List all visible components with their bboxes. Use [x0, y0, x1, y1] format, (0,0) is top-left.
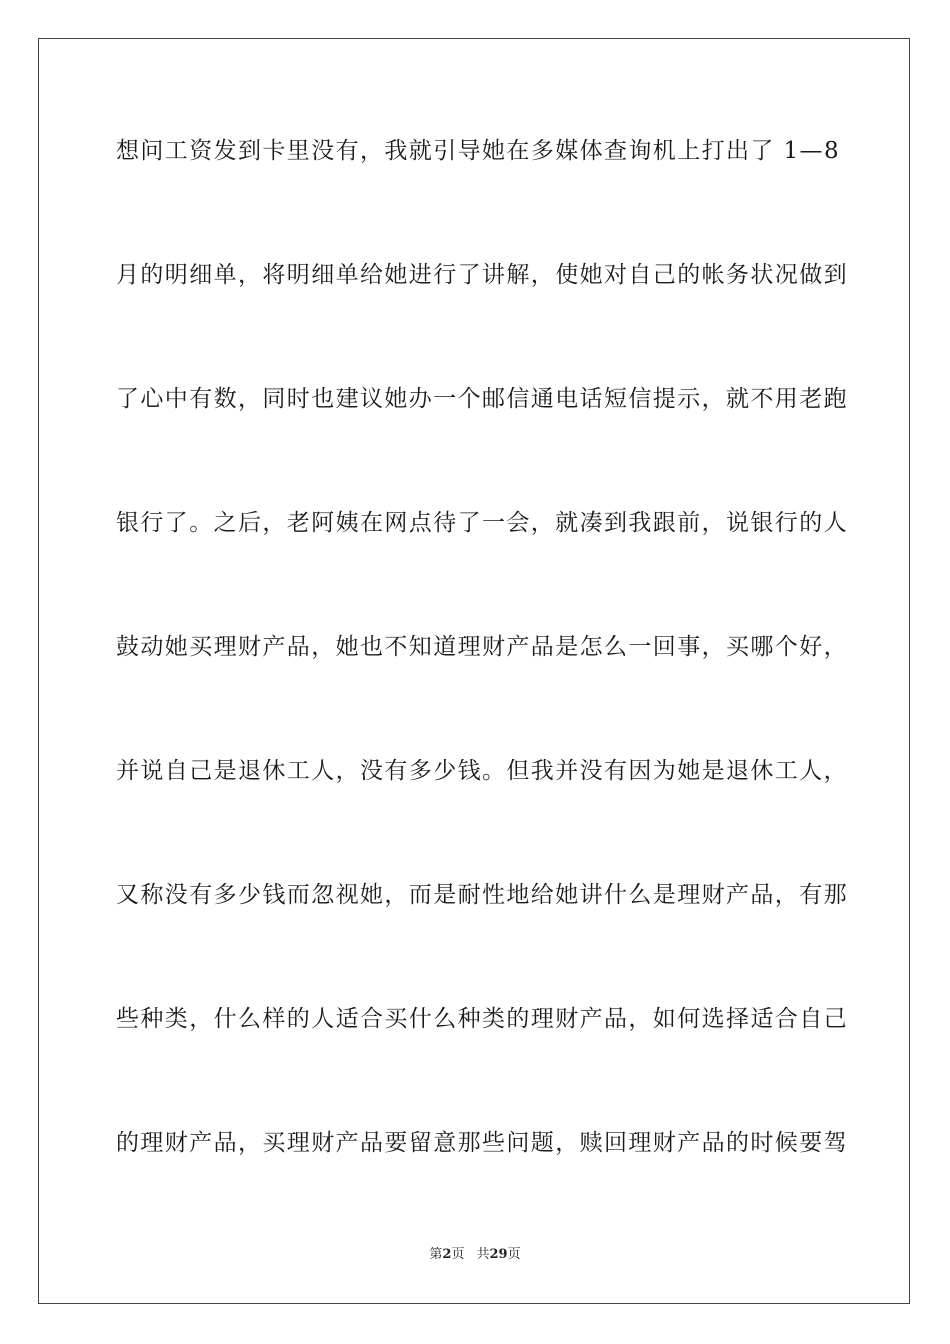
- page-suffix: 页: [451, 1247, 465, 1262]
- total-pages: 29: [489, 1247, 508, 1262]
- body-text-line: 月的明细单，将明细单给她进行了讲解，使她对自己的帐务状况做到: [116, 262, 848, 288]
- body-text-line: 又称没有多少钱而忽视她，而是耐性地给她讲什么是理财产品，有那: [116, 882, 848, 908]
- body-text-line: 些种类，什么样的人适合买什么种类的理财产品，如何选择适合自己: [116, 1006, 848, 1032]
- total-suffix: 页: [507, 1247, 521, 1262]
- body-text-line: 鼓动她买理财产品，她也不知道理财产品是怎么一回事，买哪个好，: [116, 634, 848, 660]
- page-footer: [0, 1246, 950, 1264]
- body-text-line: 想问工资发到卡里没有，我就引导她在多媒体查询机上打出了 1—8: [116, 138, 840, 164]
- body-text-line: 的理财产品，买理财产品要留意那些问题，赎回理财产品的时候要驾: [116, 1130, 848, 1156]
- body-text-line: 银行了。之后，老阿姨在网点待了一会，就凑到我跟前，说银行的人: [116, 510, 848, 536]
- page-prefix: 第: [429, 1247, 443, 1262]
- body-text-line: 并说自己是退休工人，没有多少钱。但我并没有因为她是退休工人，: [116, 758, 848, 784]
- total-prefix: 共: [476, 1247, 490, 1262]
- body-text-line: 了心中有数，同时也建议她办一个邮信通电话短信提示，就不用老跑: [116, 386, 848, 412]
- page-border: [38, 38, 910, 1304]
- page-number: 2: [442, 1247, 452, 1262]
